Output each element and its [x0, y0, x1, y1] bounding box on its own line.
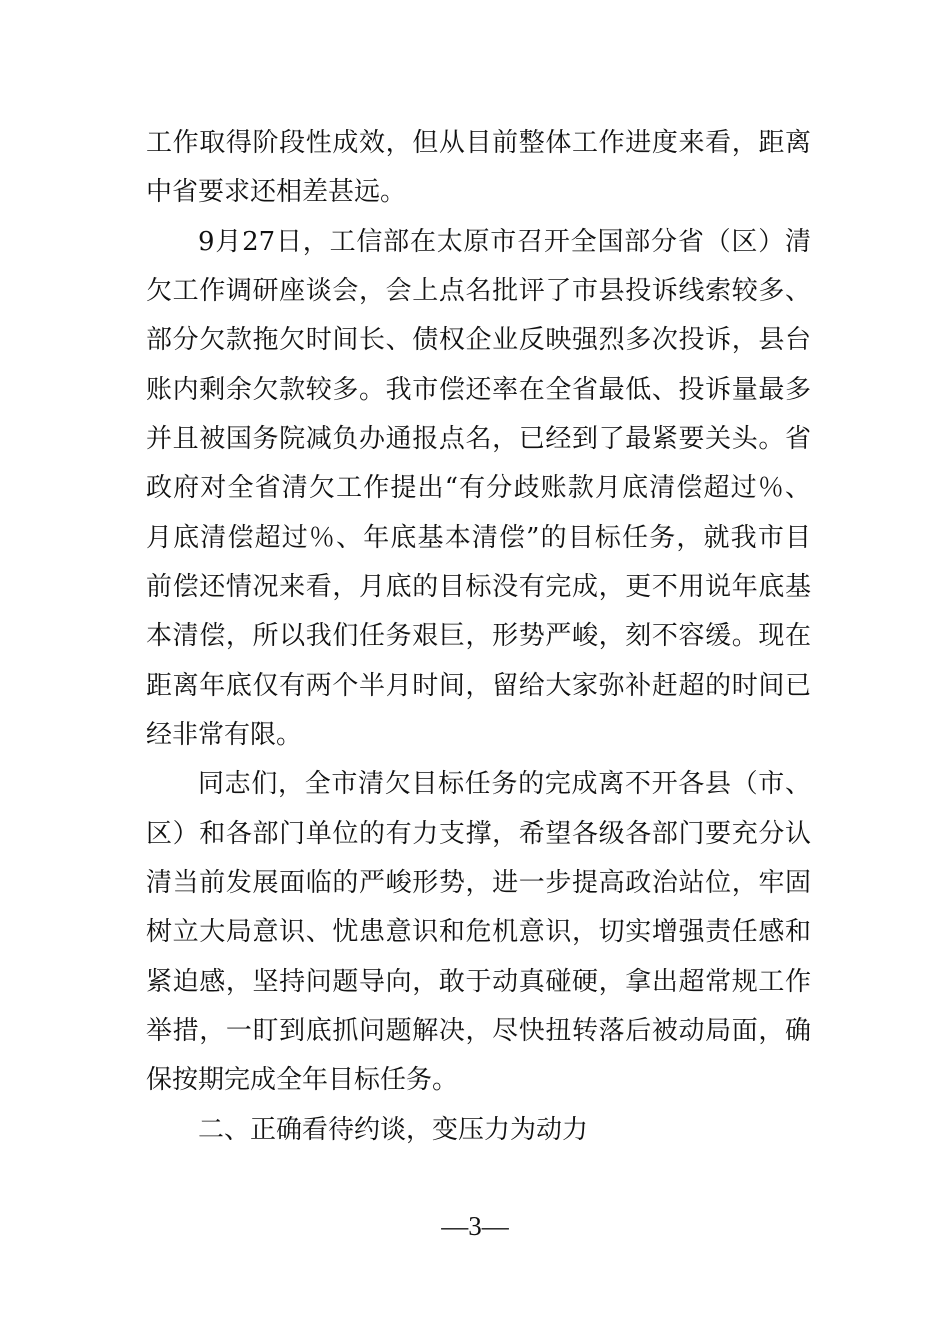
body-text-line: 紧迫感，坚持问题导向，敢于动真碰硬，拿出超常规工作: [146, 967, 811, 997]
body-text-line: 欠工作调研座谈会，会上点名批评了市县投诉线索较多、: [146, 276, 811, 306]
body-text-line: 清当前发展面临的严峻形势，进一步提高政治站位，牢固: [146, 868, 811, 898]
section-heading: 二、正确看待约谈，变压力为动力: [198, 1115, 589, 1145]
body-text-line: 本清偿，所以我们任务艰巨，形势严峻，刻不容缓。现在: [146, 621, 811, 651]
body-text-line: 同志们，全市清欠目标任务的完成离不开各县（市、: [198, 769, 811, 799]
body-text-line: 举措，一盯到底抓问题解决，尽快扭转落后被动局面，确: [146, 1016, 811, 1046]
body-text-line: 中省要求还相差甚远。: [146, 177, 407, 207]
body-text-line: 距离年底仅有两个半月时间，留给大家弥补赶超的时间已: [146, 671, 811, 701]
body-text-line: 工作取得阶段性成效，但从目前整体工作进度来看，距离: [146, 128, 811, 158]
body-text-line: 月底清偿超过％、年底基本清偿”的目标任务，就我市目: [146, 523, 811, 553]
body-text-line: 9月27日，工信部在太原市召开全国部分省（区）清: [198, 227, 811, 257]
page-number: —3—: [441, 1211, 509, 1241]
body-text-line: 账内剩余欠款较多。我市偿还率在全省最低、投诉量最多: [146, 375, 811, 405]
body-text-line: 经非常有限。: [146, 720, 303, 750]
body-text-line: 保按期完成全年目标任务。: [146, 1065, 459, 1095]
body-text-line: 树立大局意识、忧患意识和危机意识，切实增强责任感和: [146, 917, 811, 947]
body-text-line: 区）和各部门单位的有力支撑，希望各级各部门要充分认: [146, 819, 811, 849]
body-text-line: 部分欠款拖欠时间长、债权企业反映强烈多次投诉，县台: [146, 325, 811, 355]
body-text-line: 并且被国务院减负办通报点名，已经到了最紧要关头。省: [146, 424, 811, 454]
body-text-line: 前偿还情况来看，月底的目标没有完成，更不用说年底基: [146, 572, 811, 602]
body-text-line: 政府对全省清欠工作提出“有分歧账款月底清偿超过％、: [146, 473, 811, 503]
